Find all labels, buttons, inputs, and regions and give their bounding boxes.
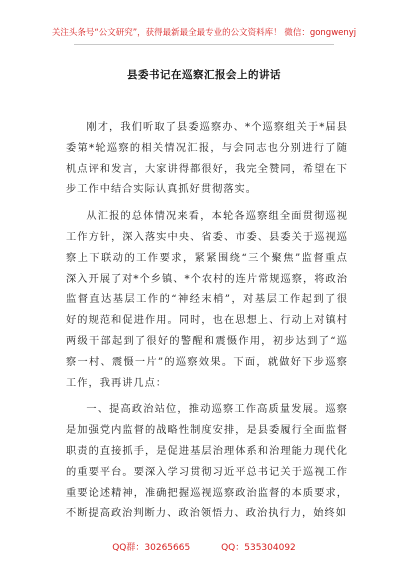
paragraph: 一、提高政治站位，推动巡察工作高质量发展。巡察是加强党内监督的战略性制度安排，是县委履行全面监督职责的直接抓手，是促进基层治理体系和治理能力现代化的重要平台。要深入学习贯彻习近平总书记关于巡视工作重要论述精神，准确把握巡视巡察政治监督的本质要求，不断提高政治判断力、政治领悟力、政治执行力，始终如 [66,404,348,520]
header-divider [74,44,334,45]
paragraph: 刚才，我们听取了县委巡察办、*个巡察组关于*届县委第*轮巡察的相关情况汇报，与会同志也分别进行了随机点评和发言，大家讲得都很好，我完全赞同，希望在下步工作中结合实际认真抓好贯彻落实。 [66,122,348,196]
document-body [66,118,348,531]
header-banner: 关注头条号“公文研究”，获得最新最全最专业的公文资料库！ 微信：gongwenyj [51,28,357,38]
paragraph: 从汇报的总体情况来看，本轮各巡察组全面贯彻巡视工作方针，深入落实中央、省委、市委、县委关于巡视巡察上下联动的工作要求，紧紧围绕“三个聚焦”监督重点深入开展了对*个乡镇、*个农村的连片常规巡察，将政治监督直达基层工作的“神经末梢”，对基层工作起到了很好的规范和促进作用。同时，也在思想上、行动上对镇村两级干部起到了很好的警醒和震慑作用，初步达到了“巡察一村、震慑一片”的巡察效果。下面，就做好下步巡察工作，我再讲几点： [66,211,348,389]
footer-qq-number: QQ：535304092 [221,543,296,553]
footer-contact [0,540,408,553]
footer-qq-group: QQ群：30265665 [112,543,191,553]
document-title: 县委书记在巡察汇报会上的讲话 [127,69,281,81]
